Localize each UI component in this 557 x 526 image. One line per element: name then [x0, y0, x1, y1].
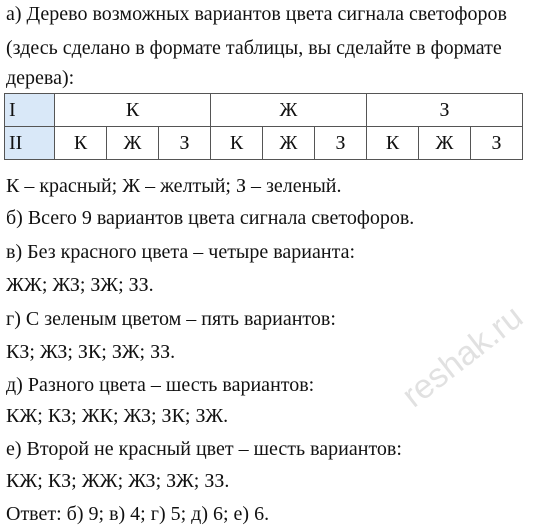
intro-line-3: дерева): [6, 67, 75, 89]
part-g-question: г) С зеленым цветом – пять вариантов: [6, 308, 336, 330]
second-color-cell: Ж [263, 127, 315, 160]
intro-line-2: (здесь сделано в формате таблицы, вы сделайте в формате [6, 37, 502, 59]
part-d-answer: КЖ; КЗ; ЖК; ЖЗ; ЗК; ЗЖ. [6, 405, 229, 427]
final-answer: Ответ: б) 9; в) 4; г) 5; д) 6; е) 6. [6, 503, 270, 525]
second-color-cell: Ж [107, 127, 159, 160]
second-color-cell: З [315, 127, 367, 160]
part-b-text: б) Всего 9 вариантов цвета сигнала светофоров. [6, 207, 415, 229]
second-color-cell: К [211, 127, 263, 160]
row-label-first: I [5, 94, 55, 127]
part-g-answer: КЗ; ЖЗ; ЗК; ЗЖ; ЗЗ. [6, 341, 176, 363]
table-row-second-color [5, 127, 523, 160]
second-color-cell: З [159, 127, 211, 160]
part-e-question: е) Второй не красный цвет – шесть вариантов: [6, 438, 402, 460]
second-color-cell: К [55, 127, 107, 160]
first-color-cell: Ж [211, 94, 367, 127]
second-color-cell: К [367, 127, 419, 160]
part-e-answer: КЖ; КЗ; ЖЖ; ЖЗ; ЗЖ; ЗЗ. [6, 470, 230, 492]
watermark-logo: reshak.ru [395, 297, 531, 415]
part-v-question: в) Без красного цвета – четыре варианта: [6, 241, 356, 263]
second-color-cell: Ж [419, 127, 471, 160]
variants-table [4, 93, 523, 160]
second-color-cell: З [471, 127, 523, 160]
first-color-cell: З [367, 94, 523, 127]
part-d-question: д) Разного цвета – шесть вариантов: [6, 374, 315, 396]
table-row-first-color [5, 94, 523, 127]
part-v-answer: ЖЖ; ЖЗ; ЗЖ; ЗЗ. [6, 274, 154, 296]
first-color-cell: К [55, 94, 211, 127]
color-legend: К – красный; Ж – желтый; З – зеленый. [6, 175, 342, 197]
intro-line-1: а) Дерево возможных вариантов цвета сигнала светофоров [6, 3, 507, 25]
row-label-second: II [5, 127, 55, 160]
